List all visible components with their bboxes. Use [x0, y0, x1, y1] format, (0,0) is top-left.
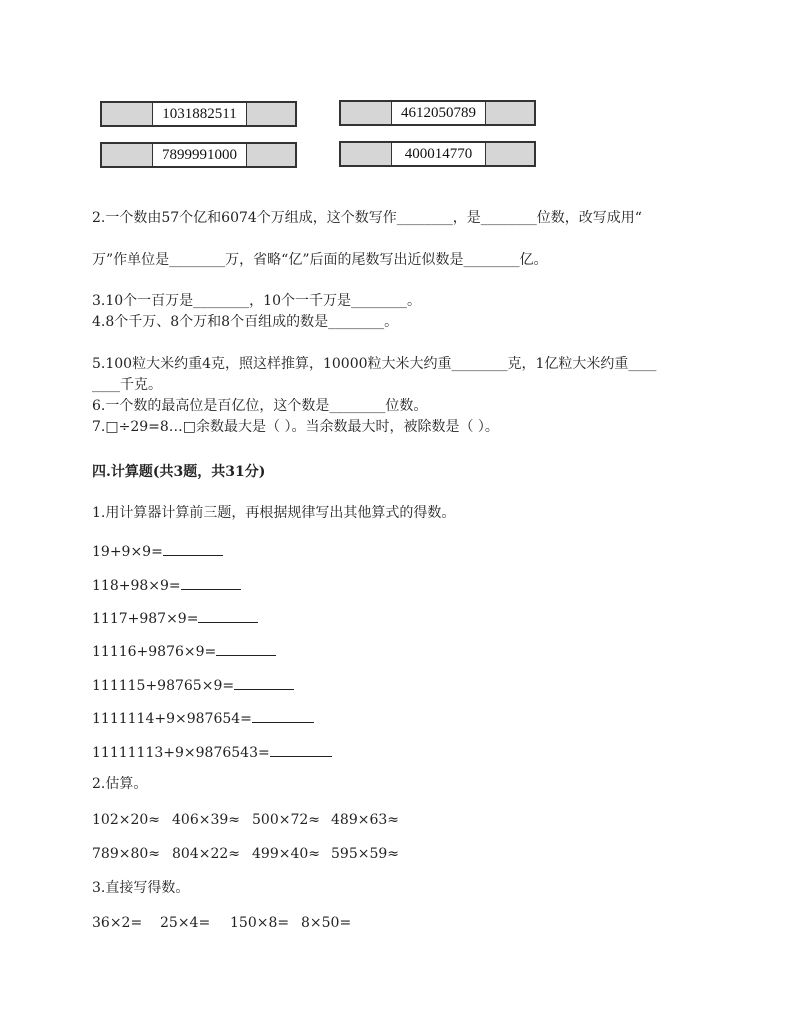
box-grey-left	[341, 143, 391, 165]
estimate-item: 102×20≈	[92, 812, 160, 828]
section-heading: 四.计算题(共3题，共31分)	[92, 464, 266, 480]
answer-blank[interactable]	[216, 641, 276, 656]
number-box-1	[100, 101, 297, 127]
box-grey-left	[102, 144, 152, 166]
box-grey-right	[247, 103, 295, 125]
equation-text: 1117+987×9=	[92, 611, 199, 627]
estimate-item: 804×22≈	[172, 846, 240, 862]
box-grey-right	[486, 143, 534, 165]
box-number: 7899991000	[152, 144, 247, 166]
question-4: 4.8个千万、8个万和8个百组成的数是________。	[92, 314, 399, 330]
equation-text: 11116+9876×9=	[92, 644, 217, 660]
equation-row	[92, 742, 332, 762]
direct-item: 150×8=	[230, 915, 290, 931]
box-number: 4612050789	[391, 102, 486, 124]
answer-blank[interactable]	[198, 608, 258, 623]
equation-row	[92, 641, 276, 661]
estimate-item: 499×40≈	[252, 846, 320, 862]
estimate-item: 789×80≈	[92, 846, 160, 862]
equation-text: 19+9×9=	[92, 544, 163, 560]
direct-item: 8×50=	[301, 915, 352, 931]
answer-blank[interactable]	[270, 742, 332, 757]
equation-row	[92, 608, 258, 628]
equation-text: 111115+98765×9=	[92, 678, 235, 694]
question-3: 3.10个一百万是________，10个一千万是________。	[92, 293, 421, 309]
calc-question-3-title: 3.直接写得数。	[92, 880, 190, 896]
number-box-2	[339, 100, 536, 126]
answer-blank[interactable]	[163, 541, 223, 556]
box-grey-left	[102, 103, 152, 125]
estimate-item: 500×72≈	[252, 812, 320, 828]
box-grey-right	[486, 102, 534, 124]
box-number: 400014770	[391, 143, 486, 165]
box-grey-left	[341, 102, 391, 124]
estimate-item: 595×59≈	[331, 846, 399, 862]
question-6: 6.一个数的最高位是百亿位，这个数是________位数。	[92, 398, 428, 414]
question-5-line-1: 5.100粒大米约重4克，照这样推算，10000粒大米大约重________克，1亿粒大米约重____	[92, 356, 657, 372]
estimate-item: 489×63≈	[331, 812, 399, 828]
equation-text: 11111113+9×9876543=	[92, 745, 270, 761]
equation-row	[92, 575, 241, 595]
question-5-line-2: ____千克。	[92, 377, 162, 393]
number-box-4	[339, 141, 536, 167]
answer-blank[interactable]	[234, 675, 294, 690]
equation-text: 1111114+9×987654=	[92, 711, 252, 727]
answer-blank[interactable]	[252, 708, 314, 723]
box-number: 1031882511	[152, 103, 247, 125]
equation-row	[92, 675, 294, 695]
equation-row	[92, 708, 314, 728]
question-7: 7.□÷29=8…□余数最大是（ ）。当余数最大时，被除数是（ ）。	[92, 419, 499, 435]
calc-question-2-title: 2.估算。	[92, 776, 148, 792]
question-2-line-2: 万”作单位是________万，省略“亿”后面的尾数写出近似数是________亿。	[92, 252, 548, 268]
equation-row	[92, 541, 223, 561]
box-grey-right	[247, 144, 295, 166]
answer-blank[interactable]	[181, 575, 241, 590]
number-box-3	[100, 142, 297, 168]
estimate-item: 406×39≈	[172, 812, 240, 828]
question-2-line-1: 2.一个数由57个亿和6074个万组成，这个数写作________，是________位数，改写成用“	[92, 210, 642, 226]
calc-question-1-title: 1.用计算器计算前三题，再根据规律写出其他算式的得数。	[92, 505, 456, 521]
direct-item: 25×4=	[160, 915, 211, 931]
equation-text: 118+98×9=	[92, 578, 181, 594]
direct-item: 36×2=	[92, 915, 143, 931]
